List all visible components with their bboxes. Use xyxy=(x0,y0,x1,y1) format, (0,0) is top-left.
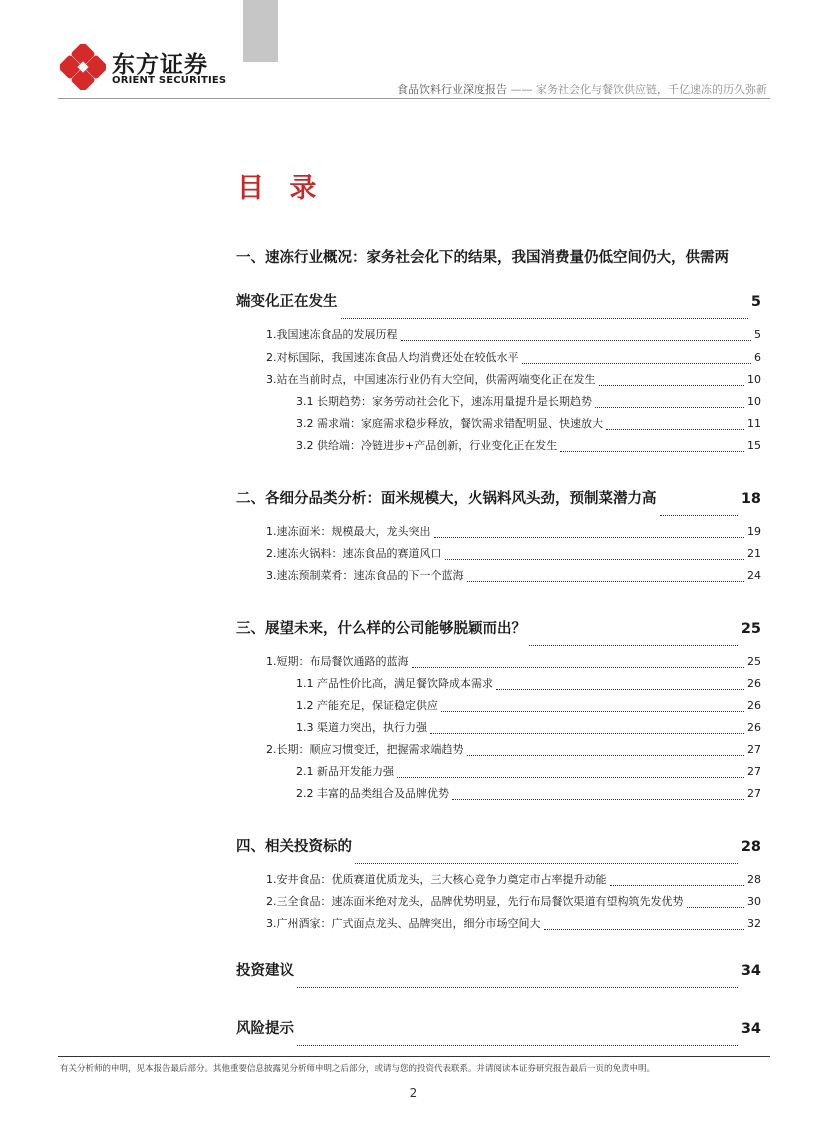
toc-entry[interactable] xyxy=(236,783,761,805)
toc-entry-title: 3.2 需求端：家庭需求稳步释放，餐饮需求错配明显、快速放大 xyxy=(296,417,603,430)
toc-entry-title: 二、各细分品类分析：面米规模大，火锅料风头劲，预制菜潜力高 xyxy=(236,491,657,507)
toc-entry[interactable] xyxy=(236,717,761,739)
toc-entry-page: 25 xyxy=(740,621,761,637)
toc-dot-leader xyxy=(529,645,738,646)
footer-disclaimer: 有关分析师的申明，见本报告最后部分。其他重要信息披露见分析师申明之后部分，或请与您的投资代表联系。并请阅读本证券研究报告最后一页的免责申明。 xyxy=(60,1064,656,1074)
toc-entry[interactable] xyxy=(236,651,761,673)
toc-entry-title: 1.1 产品性价比高，满足餐饮降成本需求 xyxy=(296,677,493,690)
toc-entry-page: 18 xyxy=(740,491,761,507)
toc-entry-title: 1.我国速冻食品的发展历程 xyxy=(266,328,398,341)
toc-entry[interactable] xyxy=(236,869,761,891)
toc-entry-page: 11 xyxy=(747,417,761,430)
toc-entry[interactable] xyxy=(236,280,761,324)
toc-entry-page: 25 xyxy=(747,655,761,668)
toc-entry-page: 27 xyxy=(747,787,761,800)
toc-dot-leader xyxy=(467,755,745,756)
toc-entry[interactable] xyxy=(236,369,761,391)
toc-dot-leader xyxy=(544,929,745,930)
toc-entry[interactable] xyxy=(236,347,761,369)
toc-entry-title: 投资建议 xyxy=(236,963,294,979)
toc-entry-title: 1.短期：布局餐饮通路的蓝海 xyxy=(266,655,409,668)
toc-dot-leader xyxy=(687,907,745,908)
toc-entry-title: 3.2 供给端：冷链进步+产品创新，行业变化正在发生 xyxy=(296,439,558,452)
header-gray-tab xyxy=(243,0,278,62)
toc-entry-title: 三、展望未来，什么样的公司能够脱颖而出？ xyxy=(236,621,526,637)
toc-entry-page: 10 xyxy=(747,373,761,386)
toc-dot-leader xyxy=(445,559,745,560)
toc-entry-title: 1.3 渠道力突出，执行力强 xyxy=(296,721,427,734)
toc-entry-title: 2.三全食品：速冻面米绝对龙头，品牌优势明显，先行布局餐饮渠道有望构筑先发优势 xyxy=(266,895,684,908)
toc-entry-page: 26 xyxy=(747,721,761,734)
toc-entry[interactable] xyxy=(236,543,761,565)
toc-dot-leader xyxy=(434,537,745,538)
toc-dot-leader xyxy=(496,689,744,690)
toc-entry-page: 5 xyxy=(754,328,761,341)
table-of-contents xyxy=(236,236,761,1051)
toc-entry-title: 1.2 产能充足，保证稳定供应 xyxy=(296,699,438,712)
toc-dot-leader xyxy=(522,363,752,364)
page-number: 2 xyxy=(409,1086,418,1100)
toc-entry[interactable] xyxy=(236,825,761,869)
toc-dot-leader xyxy=(467,581,745,582)
toc-dot-leader xyxy=(397,777,744,778)
toc-entry[interactable] xyxy=(236,413,761,435)
report-subtitle: 家务社会化与餐饮供应链，千亿速冻的历久弥新 xyxy=(536,83,767,96)
company-logo xyxy=(60,44,235,92)
toc-entry-page: 19 xyxy=(747,525,761,538)
toc-dot-leader xyxy=(452,799,744,800)
logo-mark-icon xyxy=(60,44,106,90)
toc-dot-leader xyxy=(599,385,745,386)
toc-entry-title: 3.广州酒家：广式面点龙头、品牌突出，细分市场空间大 xyxy=(266,917,541,930)
toc-entry[interactable] xyxy=(236,739,761,761)
toc-entry-page: 28 xyxy=(740,839,761,855)
toc-entry[interactable] xyxy=(236,949,761,993)
toc-entry-title: 1.速冻面米：规模最大，龙头突出 xyxy=(266,525,431,538)
toc-entry[interactable] xyxy=(236,477,761,521)
toc-dot-leader xyxy=(441,711,744,712)
header-rule xyxy=(58,98,770,99)
toc-entry[interactable] xyxy=(236,891,761,913)
toc-entry-title: 2.速冻火锅料：速冻食品的赛道风口 xyxy=(266,547,442,560)
toc-entry-page: 27 xyxy=(747,765,761,778)
toc-entry-page: 21 xyxy=(747,547,761,560)
logo-text-en: ORIENT SECURITIES xyxy=(112,75,227,86)
toc-dot-leader xyxy=(660,515,738,516)
toc-dot-leader xyxy=(610,885,745,886)
toc-entry-title: 端变化正在发生 xyxy=(236,294,338,310)
footer-rule xyxy=(58,1056,770,1057)
toc-entry-page: 26 xyxy=(747,699,761,712)
toc-entry-title: 一、速冻行业概况：家务社会化下的结果，我国消费量仍低空间仍大，供需两 xyxy=(236,250,729,266)
toc-entry[interactable] xyxy=(236,565,761,587)
toc-entry-title: 2.对标国际，我国速冻食品人均消费还处在较低水平 xyxy=(266,351,519,364)
toc-dot-leader xyxy=(297,987,738,988)
toc-entry-page: 30 xyxy=(747,895,761,908)
toc-entry[interactable] xyxy=(236,391,761,413)
toc-entry-page: 28 xyxy=(747,873,761,886)
toc-dot-leader xyxy=(560,451,744,452)
toc-entry-page: 34 xyxy=(740,1021,761,1037)
toc-entry-page: 24 xyxy=(747,569,761,582)
toc-entry[interactable] xyxy=(236,695,761,717)
toc-entry-title: 3.速冻预制菜肴：速冻食品的下一个蓝海 xyxy=(266,569,464,582)
toc-dot-leader xyxy=(355,863,738,864)
toc-entry-title: 风险提示 xyxy=(236,1021,294,1037)
toc-dot-leader xyxy=(401,340,752,341)
toc-entry-page: 15 xyxy=(747,439,761,452)
toc-dot-leader xyxy=(595,407,744,408)
header-separator: —— xyxy=(510,83,533,96)
toc-dot-leader xyxy=(430,733,744,734)
toc-entry[interactable] xyxy=(236,1007,761,1051)
toc-entry-page: 26 xyxy=(747,677,761,690)
toc-entry-page: 34 xyxy=(740,963,761,979)
toc-entry[interactable] xyxy=(236,521,761,543)
toc-dot-leader xyxy=(606,429,744,430)
toc-entry[interactable] xyxy=(236,761,761,783)
toc-entry-title: 2.1 新品开发能力强 xyxy=(296,765,394,778)
toc-entry[interactable] xyxy=(236,673,761,695)
toc-entry-page: 5 xyxy=(750,294,761,310)
toc-entry-title: 1.安井食品：优质赛道优质龙头，三大核心竞争力奠定市占率提升动能 xyxy=(266,873,607,886)
toc-title: 目 录 xyxy=(237,173,325,204)
toc-entry-title: 3.站在当前时点，中国速冻行业仍有大空间，供需两端变化正在发生 xyxy=(266,373,596,386)
logo-text-cn: 东方证券 xyxy=(112,52,208,78)
toc-entry[interactable] xyxy=(236,324,761,346)
toc-entry-page: 27 xyxy=(747,743,761,756)
running-header xyxy=(397,81,767,97)
toc-entry-title: 2.长期：顺应习惯变迁，把握需求端趋势 xyxy=(266,743,464,756)
toc-entry[interactable] xyxy=(236,607,761,651)
toc-entry[interactable] xyxy=(236,913,761,935)
toc-entry-page: 10 xyxy=(747,395,761,408)
toc-entry-title: 2.2 丰富的品类组合及品牌优势 xyxy=(296,787,449,800)
toc-entry[interactable] xyxy=(236,435,761,457)
toc-entry-title: 四、相关投资标的 xyxy=(236,839,352,855)
toc-entry-page: 6 xyxy=(754,351,761,364)
toc-entry[interactable] xyxy=(236,236,761,280)
toc-dot-leader xyxy=(297,1045,738,1046)
report-type: 食品饮料行业深度报告 xyxy=(397,83,507,96)
toc-entry-page: 32 xyxy=(747,917,761,930)
toc-dot-leader xyxy=(412,667,745,668)
toc-dot-leader xyxy=(341,318,748,319)
toc-entry-title: 3.1 长期趋势：家务劳动社会化下，速冻用量提升是长期趋势 xyxy=(296,395,592,408)
